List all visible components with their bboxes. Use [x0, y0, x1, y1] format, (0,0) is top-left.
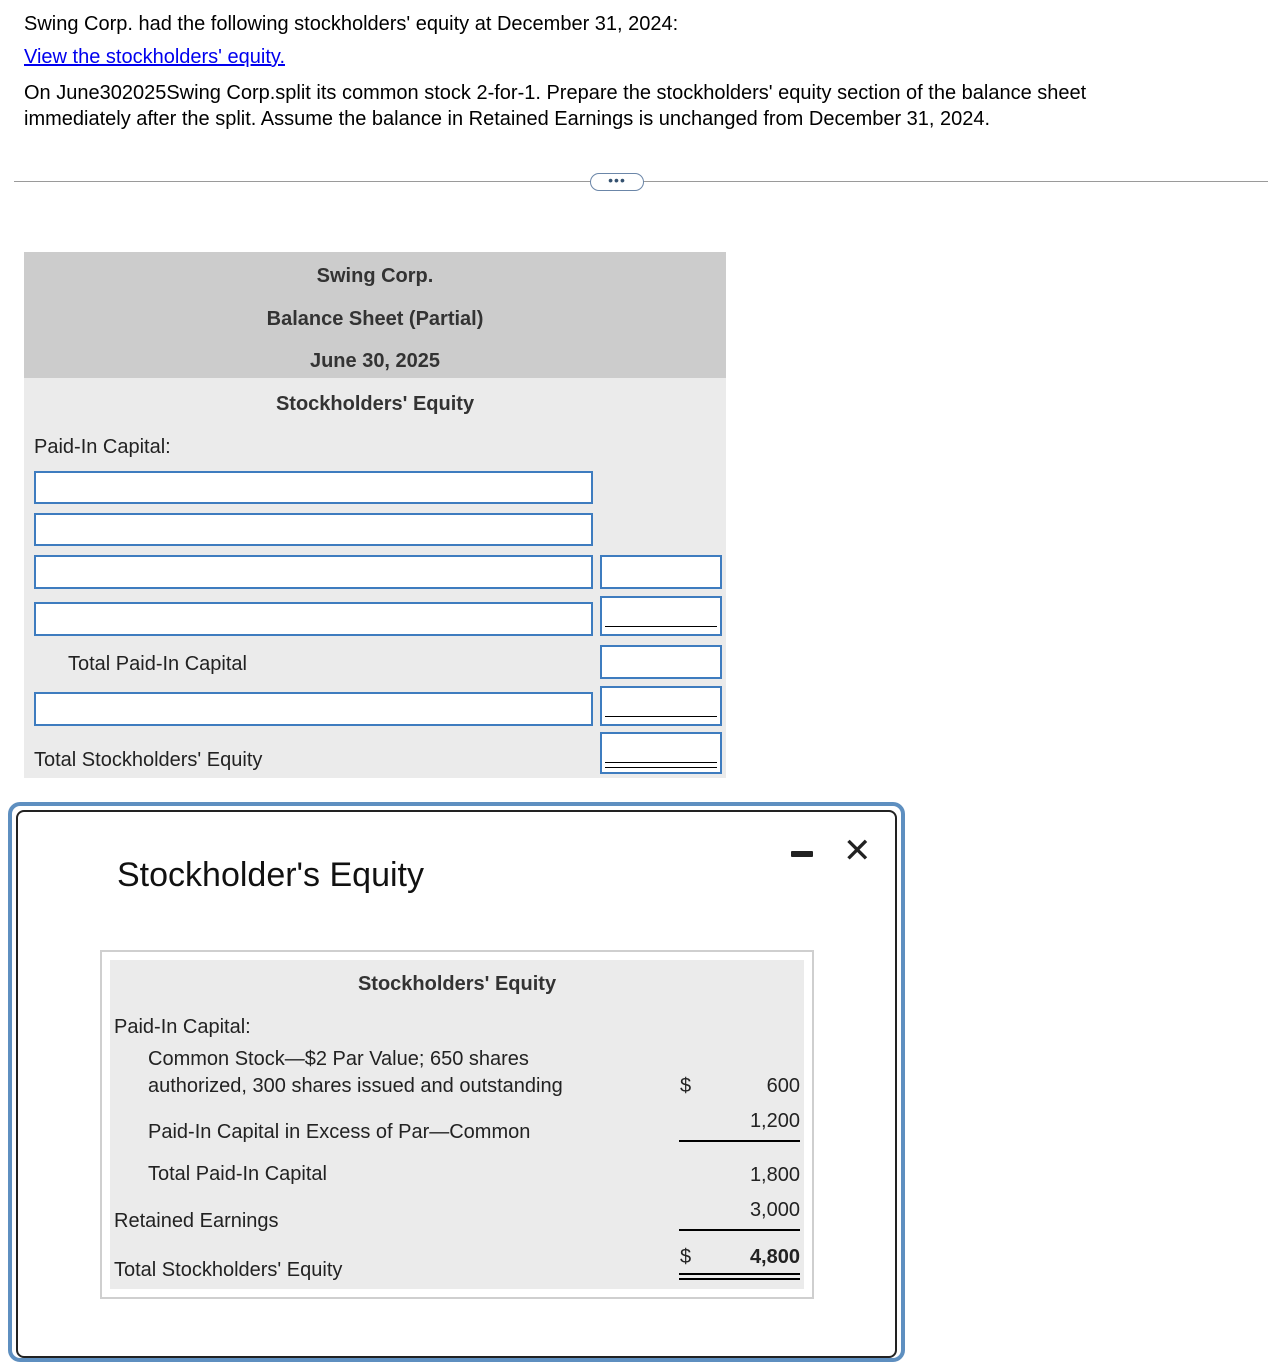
account-input-2[interactable] [34, 513, 593, 546]
modal-total-paid-in-label: Total Paid-In Capital [148, 1163, 327, 1185]
excess-of-par-value: 1,200 [749, 1110, 800, 1132]
common-stock-value: 600 [766, 1075, 800, 1097]
common-stock-line2: authorized, 300 shares issued and outstanding [148, 1075, 563, 1097]
total-double-underline-top [679, 1273, 800, 1275]
close-icon[interactable]: ✕ [843, 832, 872, 870]
question-task-line1: On June302025Swing Corp.split its common stock 2-for-1. Prepare the stockholders' equity section of the balance sheet [24, 82, 1087, 104]
paid-in-capital-label: Paid-In Capital: [34, 436, 171, 458]
question-task-line2: immediately after the split. Assume the balance in Retained Earnings is unchanged from December 31, 2024. [24, 108, 991, 130]
amount-input-3[interactable] [600, 555, 722, 589]
sheet-company: Swing Corp. [316, 265, 434, 287]
account-input-3[interactable] [34, 555, 593, 589]
common-stock-line1: Common Stock—$2 Par Value; 650 shares [148, 1048, 529, 1070]
modal-total-se-label: Total Stockholders' Equity [114, 1259, 343, 1281]
sheet-section-heading: Stockholders' Equity [275, 393, 475, 415]
more-button[interactable]: ••• [590, 173, 644, 191]
excess-underline [679, 1140, 800, 1142]
total-se-dollar-sign: $ [680, 1246, 692, 1268]
equity-paid-in-label: Paid-In Capital: [114, 1016, 251, 1038]
account-input-1[interactable] [34, 471, 593, 504]
total-paid-in-capital-input[interactable] [600, 645, 722, 679]
amount-input-5[interactable] [600, 686, 722, 726]
retained-earnings-label: Retained Earnings [114, 1210, 279, 1232]
total-stockholders-equity-label: Total Stockholders' Equity [34, 749, 263, 771]
double-underline-top [605, 762, 717, 763]
equity-table-heading: Stockholders' Equity [357, 973, 557, 995]
sheet-title: Balance Sheet (Partial) [266, 308, 484, 330]
view-stockholders-equity-link[interactable]: View the stockholders' equity. [24, 46, 285, 68]
total-paid-in-capital-label: Total Paid-In Capital [68, 653, 247, 675]
modal-total-paid-in-value: 1,800 [749, 1164, 800, 1186]
modal-total-se-value: 4,800 [749, 1246, 800, 1268]
excess-of-par-label: Paid-In Capital in Excess of Par—Common [148, 1121, 531, 1143]
double-underline-bottom [605, 767, 717, 768]
subtotal-underline [605, 626, 717, 627]
account-input-4[interactable] [34, 602, 593, 636]
question-intro: Swing Corp. had the following stockholders' equity at December 31, 2024: [24, 13, 679, 35]
retained-underline [605, 716, 717, 717]
common-stock-dollar-sign: $ [680, 1075, 692, 1097]
minimize-icon[interactable] [791, 851, 813, 857]
amount-input-4[interactable] [600, 596, 722, 636]
total-double-underline-bottom [679, 1278, 800, 1280]
retained-earnings-value: 3,000 [749, 1199, 800, 1221]
sheet-date: June 30, 2025 [309, 350, 441, 372]
retained-underline [679, 1229, 800, 1231]
modal-title: Stockholder's Equity [117, 856, 424, 894]
account-input-5[interactable] [34, 692, 593, 726]
